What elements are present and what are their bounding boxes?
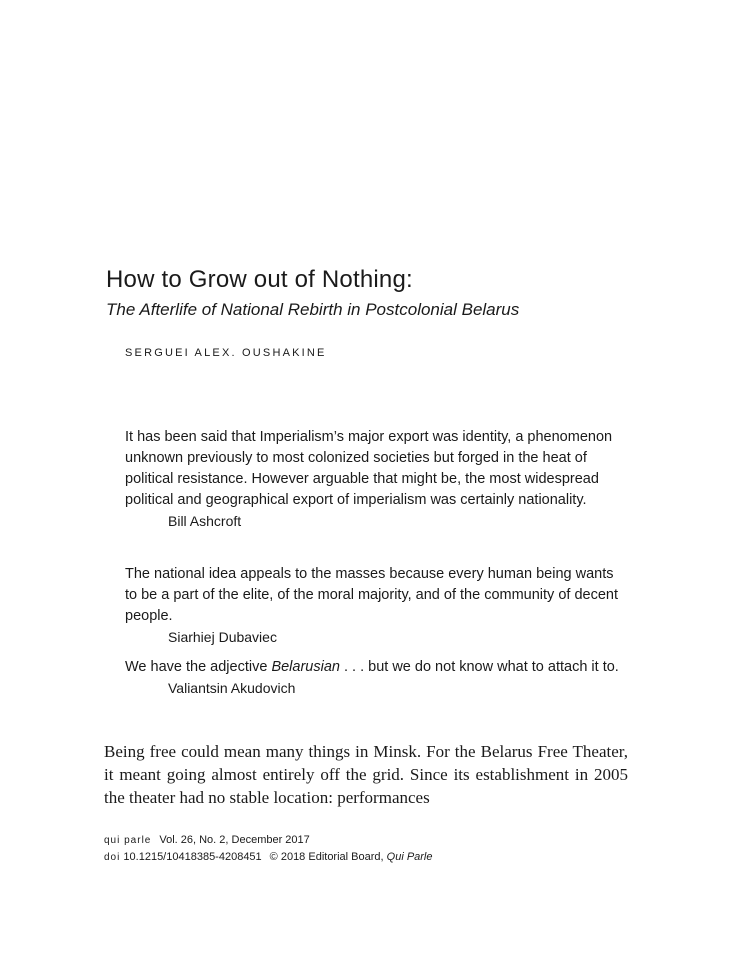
epigraph-2 bbox=[125, 564, 625, 647]
epigraph-attribution: Siarhiej Dubaviec bbox=[168, 629, 277, 645]
footer-journal-name: qui parle bbox=[104, 835, 152, 846]
article-title: How to Grow out of Nothing: bbox=[106, 266, 413, 293]
epigraph-text-before: We have the adjective bbox=[125, 659, 272, 675]
epigraph-1 bbox=[125, 427, 625, 531]
footer-copyright: © 2018 Editorial Board, bbox=[269, 851, 384, 863]
epigraph-text-italic: Belarusian bbox=[271, 659, 340, 675]
article-author: SERGUEI ALEX. OUSHAKINE bbox=[125, 347, 327, 359]
epigraph-attribution: Valiantsin Akudovich bbox=[168, 680, 296, 696]
epigraph-attribution: Bill Ashcroft bbox=[168, 513, 242, 529]
footer-copyright-journal: Qui Parle bbox=[386, 851, 433, 863]
footer-doi-label: doi bbox=[104, 852, 121, 863]
article-subtitle: The Afterlife of National Rebirth in Postcolonial Belarus bbox=[106, 300, 520, 319]
footer-volume: Vol. 26, No. 2, December 2017 bbox=[159, 834, 310, 846]
epigraph-text: It has been said that Imperialism’s major export was identity, a phenomenon unknown previously to most colonized societies but forged in the heat of political resistance. However arguable that might be, the most widespread political and geographical export of imperialism was certainly nationality. bbox=[125, 429, 613, 508]
epigraph-text-after: . . . but we do not know what to attach it to. bbox=[339, 659, 619, 675]
epigraph-text: The national idea appeals to the masses because every human being wants to be a part of the elite, of the moral majority, and of the community of decent people. bbox=[125, 566, 618, 624]
epigraph-3 bbox=[125, 657, 625, 698]
footer-doi: 10.1215/10418385-4208451 bbox=[123, 851, 262, 863]
epigraph-text bbox=[125, 657, 625, 678]
body-paragraph: Being free could mean many things in Minsk. For the Belarus Free Theater, it meant going almost entirely off the grid. Since its establishment in 2005 the theater had no stable location: performances bbox=[104, 742, 628, 807]
footer-doi-line bbox=[104, 851, 433, 863]
footer-journal-line bbox=[104, 834, 310, 846]
